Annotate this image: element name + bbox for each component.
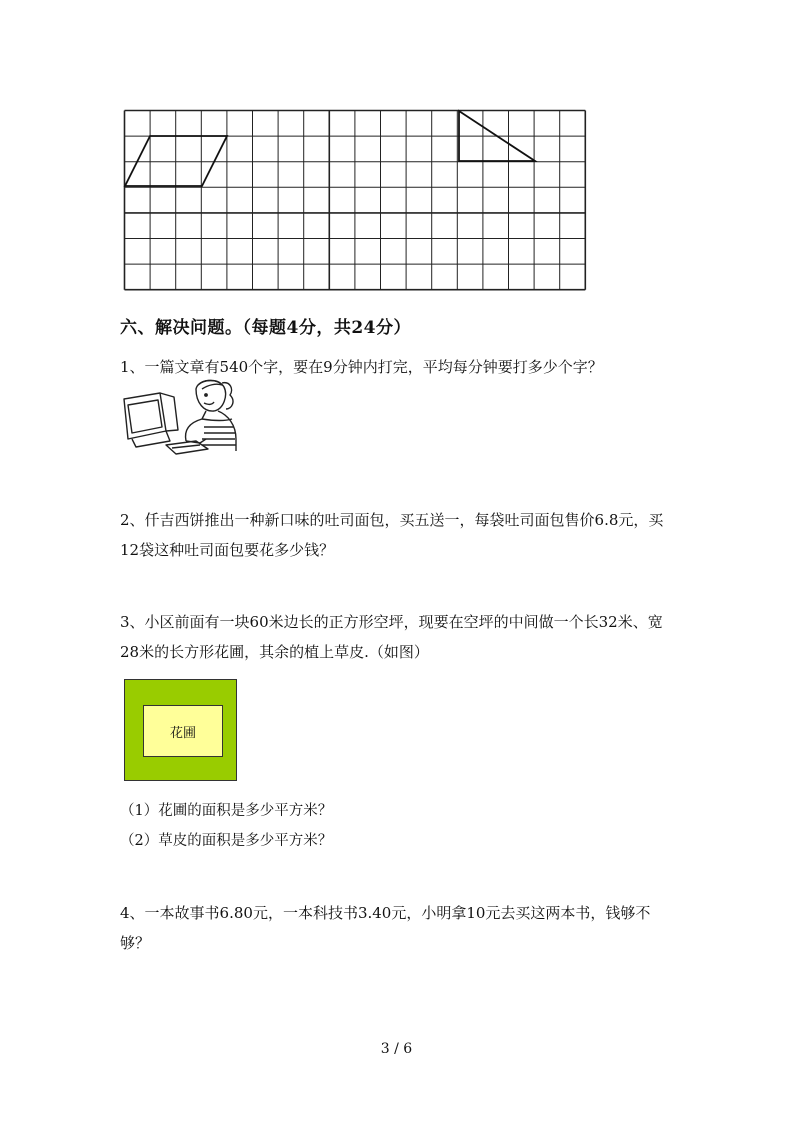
- question-1: 1、一篇文章有540个字，要在9分钟内打完，平均每分钟要打多少个字？: [120, 358, 603, 376]
- question-4: 4、一本故事书6.80元，一本科技书3.40元，小明拿10元去买这两本书，钱够不够？: [120, 904, 651, 952]
- sub-question-1: （1）花圃的面积是多少平方米？: [120, 803, 333, 819]
- page-number: 3 / 6: [380, 1041, 413, 1057]
- flower-bed-rectangle: 花圃: [143, 705, 223, 757]
- section-title: 六、解决问题。（每题4分，共24分）: [120, 318, 411, 338]
- girl-typing-illustration: [118, 375, 243, 460]
- grid-figure: [0, 0, 793, 300]
- sub-question-2: （2）草皮的面积是多少平方米？: [120, 833, 333, 849]
- question-3: 3、小区前面有一块60米边长的正方形空坪，现要在空坪的中间做一个长32米、宽28米的长方形花圃，其余的植上草皮.（如图）: [120, 613, 663, 661]
- question-2: 2、仟吉西饼推出一种新口味的吐司面包，买五送一，每袋吐司面包售价6.8元，买12袋这种吐司面包要花多少钱？: [120, 511, 664, 559]
